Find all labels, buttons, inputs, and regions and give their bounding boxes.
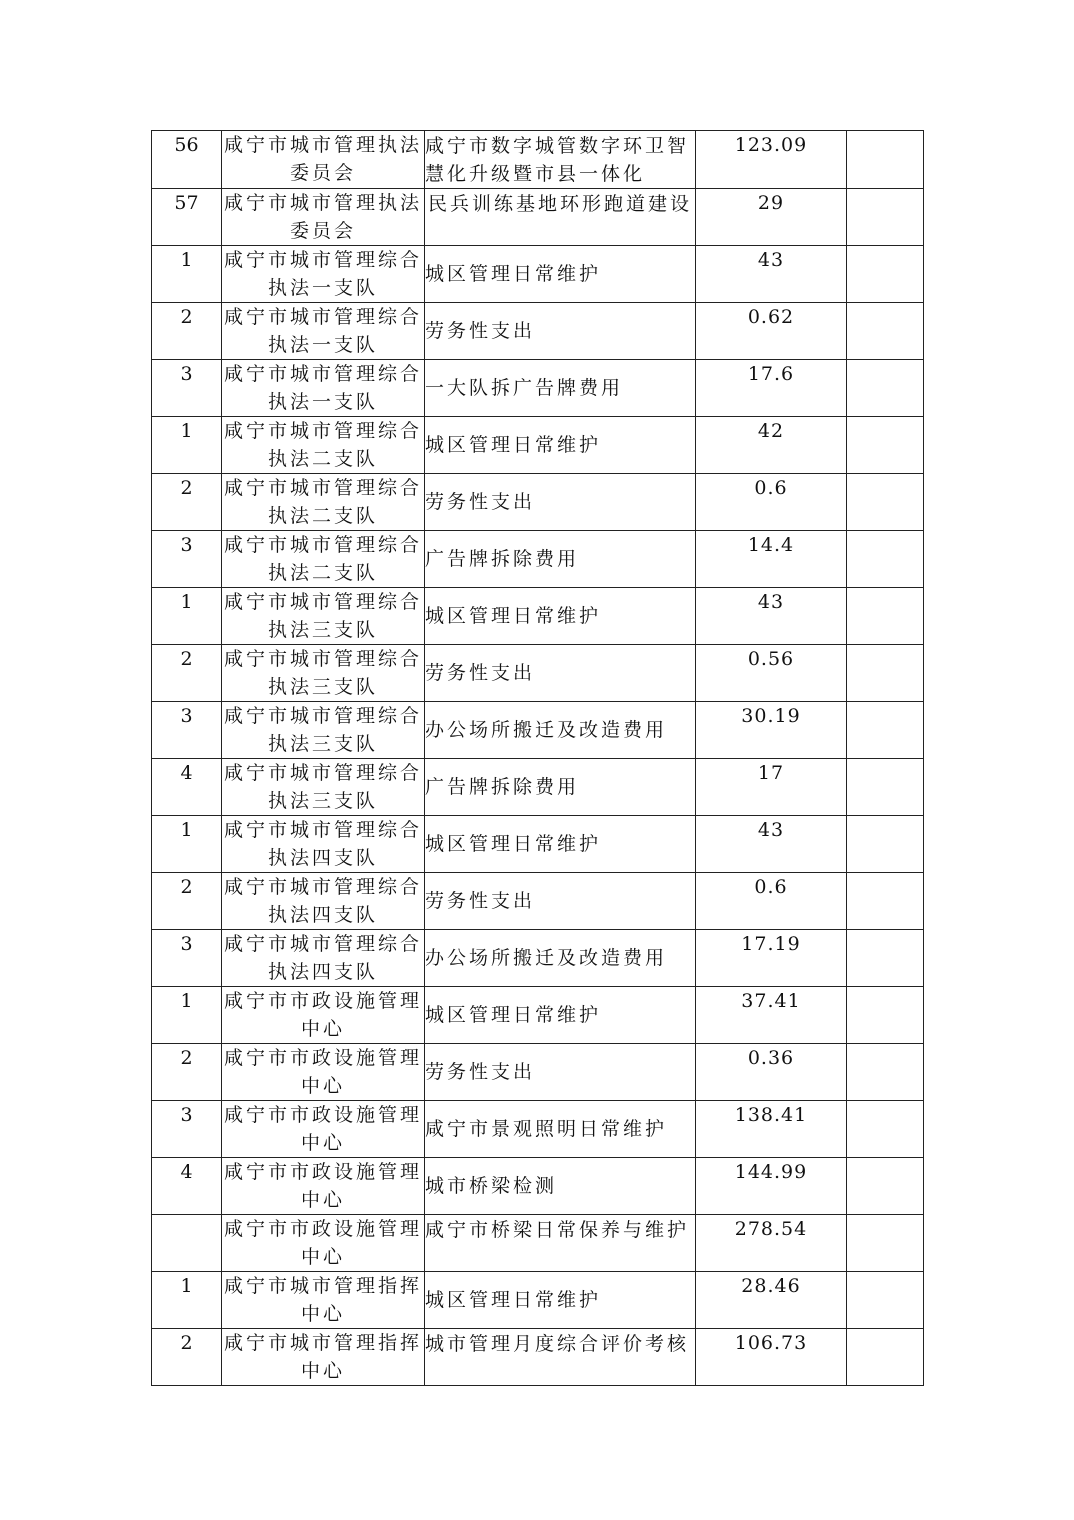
amount-cell: 106.73 (696, 1329, 847, 1386)
project-name-cell: 咸宁市数字城管数字环卫智慧化升级暨市县一体化 (425, 131, 696, 189)
row-number-cell: 3 (152, 930, 222, 987)
table-row (152, 303, 924, 360)
table-row (152, 1272, 924, 1329)
note-cell (847, 131, 924, 189)
amount-cell: 14.4 (696, 531, 847, 588)
row-number-cell: 2 (152, 1329, 222, 1386)
row-number-cell: 2 (152, 873, 222, 930)
project-name-cell: 广告牌拆除费用 (425, 531, 696, 588)
amount-cell: 37.41 (696, 987, 847, 1044)
amount-cell: 42 (696, 417, 847, 474)
project-name-cell: 城市桥梁检测 (425, 1158, 696, 1215)
row-number-cell: 3 (152, 531, 222, 588)
budget-table (151, 130, 924, 1386)
table-row (152, 1329, 924, 1386)
note-cell (847, 930, 924, 987)
unit-name-cell: 咸宁市城市管理综合执法三支队 (222, 588, 425, 645)
table-row (152, 702, 924, 759)
table-row (152, 1158, 924, 1215)
unit-name-cell: 咸宁市城市管理执法委员会 (222, 189, 425, 246)
note-cell (847, 816, 924, 873)
amount-cell: 17.6 (696, 360, 847, 417)
amount-cell: 29 (696, 189, 847, 246)
row-number-cell: 2 (152, 1044, 222, 1101)
project-name-cell: 办公场所搬迁及改造费用 (425, 702, 696, 759)
project-name-cell: 劳务性支出 (425, 1044, 696, 1101)
table-row (152, 474, 924, 531)
unit-name-cell: 咸宁市市政设施管理中心 (222, 1044, 425, 1101)
table-row (152, 360, 924, 417)
project-name-cell: 城区管理日常维护 (425, 246, 696, 303)
amount-cell: 17.19 (696, 930, 847, 987)
project-name-cell: 劳务性支出 (425, 873, 696, 930)
unit-name-cell: 咸宁市城市管理综合执法二支队 (222, 474, 425, 531)
row-number-cell: 3 (152, 702, 222, 759)
amount-cell: 0.6 (696, 474, 847, 531)
unit-name-cell: 咸宁市城市管理综合执法二支队 (222, 531, 425, 588)
note-cell (847, 417, 924, 474)
unit-name-cell: 咸宁市城市管理综合执法三支队 (222, 645, 425, 702)
amount-cell: 123.09 (696, 131, 847, 189)
project-name-cell: 一大队拆广告牌费用 (425, 360, 696, 417)
table-row (152, 987, 924, 1044)
note-cell (847, 645, 924, 702)
unit-name-cell: 咸宁市城市管理综合执法四支队 (222, 873, 425, 930)
amount-cell: 138.41 (696, 1101, 847, 1158)
project-name-cell: 城区管理日常维护 (425, 417, 696, 474)
table-row (152, 873, 924, 930)
unit-name-cell: 咸宁市城市管理综合执法一支队 (222, 246, 425, 303)
unit-name-cell: 咸宁市城市管理综合执法四支队 (222, 816, 425, 873)
note-cell (847, 474, 924, 531)
project-name-cell: 劳务性支出 (425, 645, 696, 702)
table-row (152, 1044, 924, 1101)
amount-cell: 278.54 (696, 1215, 847, 1272)
row-number-cell: 1 (152, 816, 222, 873)
project-name-cell: 城区管理日常维护 (425, 987, 696, 1044)
note-cell (847, 246, 924, 303)
amount-cell: 43 (696, 588, 847, 645)
table-row (152, 588, 924, 645)
unit-name-cell: 咸宁市城市管理指挥中心 (222, 1329, 425, 1386)
note-cell (847, 1158, 924, 1215)
project-name-cell: 广告牌拆除费用 (425, 759, 696, 816)
amount-cell: 0.56 (696, 645, 847, 702)
amount-cell: 30.19 (696, 702, 847, 759)
note-cell (847, 303, 924, 360)
table-row (152, 1101, 924, 1158)
row-number-cell: 3 (152, 1101, 222, 1158)
table-body (152, 131, 924, 1386)
amount-cell: 0.6 (696, 873, 847, 930)
row-number-cell: 2 (152, 474, 222, 531)
amount-cell: 17 (696, 759, 847, 816)
row-number-cell (152, 1215, 222, 1272)
unit-name-cell: 咸宁市城市管理综合执法三支队 (222, 759, 425, 816)
unit-name-cell: 咸宁市城市管理综合执法四支队 (222, 930, 425, 987)
project-name-cell: 咸宁市景观照明日常维护 (425, 1101, 696, 1158)
row-number-cell: 1 (152, 246, 222, 303)
row-number-cell: 1 (152, 588, 222, 645)
unit-name-cell: 咸宁市市政设施管理中心 (222, 987, 425, 1044)
note-cell (847, 189, 924, 246)
table-row (152, 930, 924, 987)
project-name-cell: 劳务性支出 (425, 474, 696, 531)
amount-cell: 43 (696, 816, 847, 873)
project-name-cell: 民兵训练基地环形跑道建设 (425, 189, 696, 246)
project-name-cell: 咸宁市桥梁日常保养与维护 (425, 1215, 696, 1272)
unit-name-cell: 咸宁市城市管理指挥中心 (222, 1272, 425, 1329)
table-row (152, 531, 924, 588)
table-row (152, 246, 924, 303)
amount-cell: 0.62 (696, 303, 847, 360)
table-row (152, 759, 924, 816)
unit-name-cell: 咸宁市城市管理综合执法三支队 (222, 702, 425, 759)
note-cell (847, 987, 924, 1044)
row-number-cell: 1 (152, 1272, 222, 1329)
row-number-cell: 2 (152, 303, 222, 360)
note-cell (847, 873, 924, 930)
table-row (152, 417, 924, 474)
note-cell (847, 1272, 924, 1329)
note-cell (847, 759, 924, 816)
row-number-cell: 56 (152, 131, 222, 189)
table-row (152, 1215, 924, 1272)
row-number-cell: 57 (152, 189, 222, 246)
note-cell (847, 702, 924, 759)
note-cell (847, 1101, 924, 1158)
unit-name-cell: 咸宁市市政设施管理中心 (222, 1158, 425, 1215)
unit-name-cell: 咸宁市城市管理综合执法二支队 (222, 417, 425, 474)
amount-cell: 144.99 (696, 1158, 847, 1215)
row-number-cell: 1 (152, 417, 222, 474)
amount-cell: 43 (696, 246, 847, 303)
row-number-cell: 4 (152, 1158, 222, 1215)
project-name-cell: 城区管理日常维护 (425, 816, 696, 873)
unit-name-cell: 咸宁市市政设施管理中心 (222, 1215, 425, 1272)
table-row (152, 189, 924, 246)
unit-name-cell: 咸宁市城市管理执法委员会 (222, 131, 425, 189)
project-name-cell: 办公场所搬迁及改造费用 (425, 930, 696, 987)
table-row (152, 816, 924, 873)
row-number-cell: 4 (152, 759, 222, 816)
amount-cell: 28.46 (696, 1272, 847, 1329)
row-number-cell: 3 (152, 360, 222, 417)
project-name-cell: 城区管理日常维护 (425, 588, 696, 645)
project-name-cell: 城区管理日常维护 (425, 1272, 696, 1329)
note-cell (847, 1329, 924, 1386)
row-number-cell: 2 (152, 645, 222, 702)
project-name-cell: 劳务性支出 (425, 303, 696, 360)
note-cell (847, 1044, 924, 1101)
note-cell (847, 531, 924, 588)
row-number-cell: 1 (152, 987, 222, 1044)
table-row (152, 645, 924, 702)
amount-cell: 0.36 (696, 1044, 847, 1101)
note-cell (847, 360, 924, 417)
project-name-cell: 城市管理月度综合评价考核 (425, 1329, 696, 1386)
note-cell (847, 588, 924, 645)
unit-name-cell: 咸宁市市政设施管理中心 (222, 1101, 425, 1158)
table-row (152, 131, 924, 189)
unit-name-cell: 咸宁市城市管理综合执法一支队 (222, 303, 425, 360)
unit-name-cell: 咸宁市城市管理综合执法一支队 (222, 360, 425, 417)
note-cell (847, 1215, 924, 1272)
